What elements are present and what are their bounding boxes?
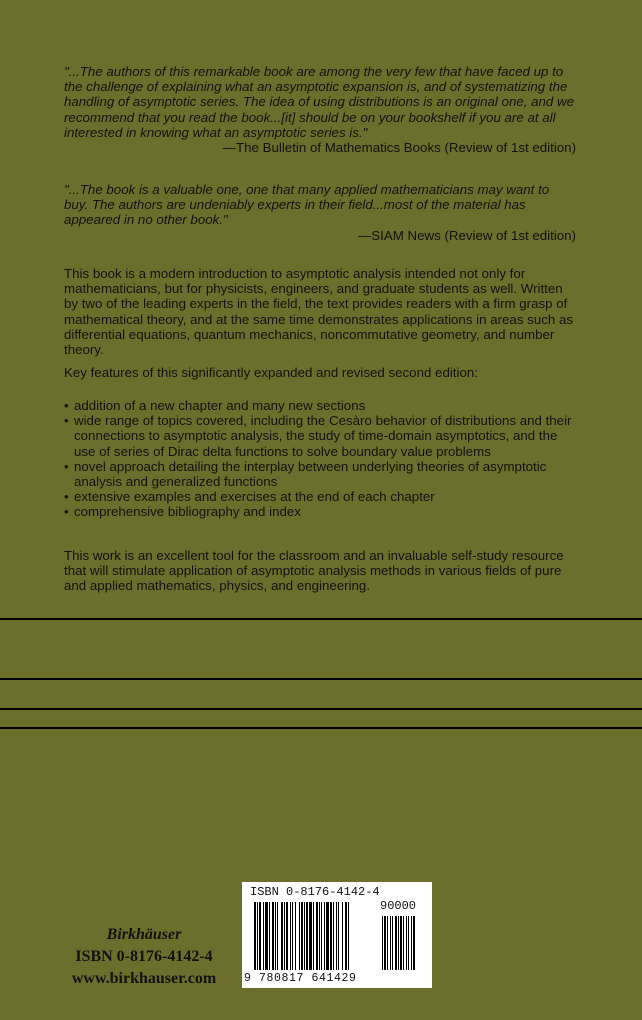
quote-source: —The Bulletin of Mathematics Books (Review of 1st edition) <box>222 140 576 156</box>
features-intro-text: Key features of this significantly expanded and revised second edition: <box>64 365 478 380</box>
barcode-isbn-label: ISBN 0-8176-4142-4 <box>250 885 380 899</box>
list-item: • novel approach detailing the interplay between underlying theories of asymptotic analysis and generalized functions <box>64 458 547 490</box>
description-text: This book is a modern introduction to asymptotic analysis intended not only for mathematicians, but for physicists, engineers, and graduate students as well. Written by two of the leading experts in the field, the text provides readers with a firm grasp of mathematical theory, and at the same time demonstrates applications in areas such as differential equations, quantum mechanics, noncommutative geometry, and number theory. <box>64 266 573 358</box>
bullet-icon: • <box>64 398 69 413</box>
quote-text: "...The authors of this remarkable book are among the very few that have faced up to the challenge of explaining what an asymptotic expansion is, and of systematizing the handling of asymptotic series. The idea of using distributions is an original one, and we recommend that you read the book...[it] should be on your bookshelf if you are at all interested in knowing what an asymptotic series is." <box>64 64 575 140</box>
list-item: • wide range of topics covered, including the Cesàro behavior of distributions and their connections to asymptotic analysis, the study of time-domain asymptotics, and the use of series of Dirac delta functions to solve boundary value problems <box>64 413 572 459</box>
bullet-icon: • <box>64 413 69 429</box>
publisher-block <box>64 924 224 990</box>
publisher-url: www.birkhauser.com <box>71 970 217 987</box>
review-quote-1 <box>64 64 576 155</box>
features-list <box>64 398 576 520</box>
bullet-icon: • <box>64 489 69 505</box>
barcode-ean-digits: 9 780817 641429 <box>244 972 357 985</box>
review-quote-2 <box>64 182 576 243</box>
quote-source: —SIAM News (Review of 1st edition) <box>358 227 576 243</box>
divider-line <box>0 727 642 729</box>
publisher-isbn: ISBN 0-8176-4142-4 <box>75 948 213 965</box>
barcode <box>242 882 432 988</box>
list-item: • extensive examples and exercises at the end of each chapter <box>64 489 435 505</box>
publisher-name: Birkhäuser <box>106 926 182 943</box>
divider-line <box>0 678 642 680</box>
description <box>64 266 576 357</box>
list-item: • comprehensive bibliography and index <box>64 504 301 520</box>
bullet-icon: • <box>64 458 69 474</box>
quote-text: "...The book is a valuable one, one that many applied mathematicians may want to buy. The authors are undeniably experts in their field...most of the material has appeared in no other book." <box>64 182 550 228</box>
divider-line <box>0 618 642 620</box>
closing-text: This work is an excellent tool for the classroom and an invaluable self-study resource that will stimulate application of asymptotic analysis methods in various fields of pure and applied mathematics, physics, and engineering. <box>64 548 564 594</box>
features-intro <box>64 365 576 380</box>
list-item: • addition of a new chapter and many new sections <box>64 398 366 413</box>
divider-line <box>0 708 642 710</box>
closing-paragraph <box>64 548 576 594</box>
barcode-price-code: 90000 <box>380 899 417 913</box>
bullet-icon: • <box>64 504 69 520</box>
